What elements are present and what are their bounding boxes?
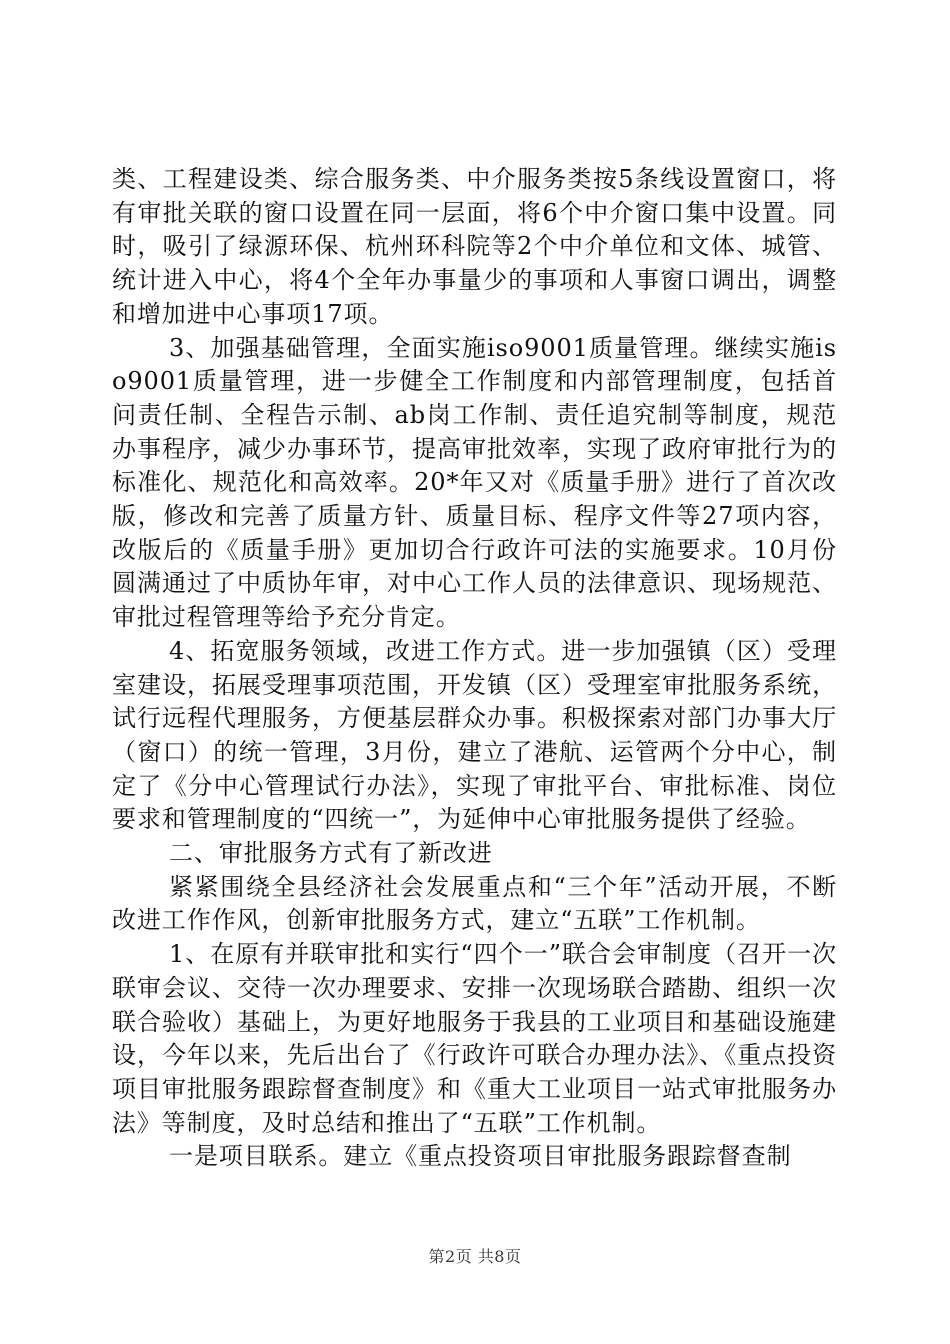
paragraph-window-layout: 类、工程建设类、综合服务类、中介服务类按5条线设置窗口，将有审批关联的窗口设置在同一层面，将6个中介窗口集中设置。同时，吸引了绿源环保、杭州环科院等2个中介单位和文体、城管、统计进入中心，将4个全年办事量少的事项和人事窗口调出，调整和增加进中心事项17项。: [112, 165, 837, 328]
page-number-footer: 第2页 共8页: [428, 1247, 522, 1266]
paragraph-iso9001-management: 3、加强基础管理，全面实施iso9001质量管理。继续实施iso9001质量管理，进一步健全工作制度和内部管理制度，包括首问责任制、全程告示制、ab岗工作制、责任追究制等制度，规范办事程序，减少办事环节，提高审批效率，实现了政府审批行为的标准化、规范化和高效率。20*年又对《质量手册》进行了首次改版，修改和完善了质量方针、质量目标、程序文件等27项内容，改版后的《质量手册》更加切合行政许可法的实施要求。10月份圆满通过了中质协年审，对中心工作人员的法律意识、现场规范、审批过程管理等给予充分肯定。: [112, 333, 837, 632]
paragraph-section-intro: 紧紧围绕全县经济社会发展重点和“三个年”活动开展，不断改进工作作风，创新审批服务方式，建立“五联”工作机制。: [112, 872, 837, 935]
paragraph-project-contact: 一是项目联系。建立《重点投资项目审批服务跟踪督查制: [169, 1142, 792, 1171]
document-body: [112, 163, 837, 1174]
paragraph-joint-review: 1、在原有并联审批和实行“四个一”联合会审制度（召开一次联审会议、交待一次办理要求、安排一次现场联合踏勘、组织一次联合验收）基础上，为更好地服务于我县的工业项目和基础设施建设，今年以来，先后出台了《行政许可联合办理办法》、《重点投资项目审批服务跟踪督查制度》和《重大工业项目一站式审批服务办法》等制度，及时总结和推出了“五联”工作机制。: [112, 940, 837, 1137]
section-heading-approval-service: 二、审批服务方式有了新改进: [169, 839, 493, 868]
paragraph-service-scope: 4、拓宽服务领域，改进工作方式。进一步加强镇（区）受理室建设，拓展受理事项范围，开发镇（区）受理室审批服务系统，试行远程代理服务，方便基层群众办事。积极探索对部门办事大厅（窗口）的统一管理，3月份，建立了港航、运管两个分中心，制定了《分中心管理试行办法》，实现了审批平台、审批标准、岗位要求和管理制度的“四统一”，为延伸中心审批服务提供了经验。: [112, 636, 837, 834]
